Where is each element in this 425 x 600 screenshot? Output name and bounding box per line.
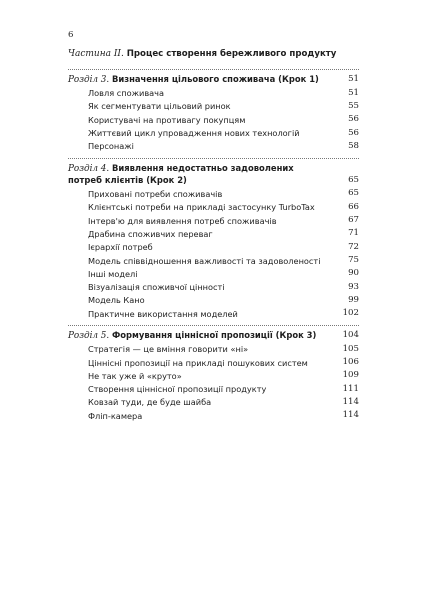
chapter-label: Розділ 4. [68, 163, 110, 174]
toc-entry[interactable] [88, 344, 359, 355]
toc-entry[interactable] [88, 384, 359, 395]
toc-entry[interactable] [88, 358, 359, 369]
toc-entry[interactable] [88, 397, 359, 408]
entry-page-number: 71 [348, 228, 359, 239]
chapter-label: Розділ 3. [68, 75, 110, 85]
part-heading [68, 48, 360, 61]
chapter-title: Визначення цільового споживача (Крок 1) [112, 74, 319, 84]
toc-section-chapter-3 [68, 69, 359, 158]
entry-title: Драбина споживчих переваг [88, 228, 213, 239]
chapter-entry[interactable] [68, 163, 359, 187]
toc-entry[interactable] [88, 371, 359, 382]
chapter-entry[interactable] [68, 330, 359, 342]
chapter-page-number: 51 [348, 74, 359, 85]
page-number: 6 [68, 30, 74, 40]
chapter-label: Розділ 5. [68, 331, 110, 342]
entry-page-number: 93 [348, 281, 359, 292]
entry-title: Інтерв'ю для виявлення потреб споживачів [88, 215, 277, 226]
entry-title: Ковзай туди, де буде шайба [88, 397, 212, 408]
entry-page-number: 90 [348, 268, 359, 279]
entry-page-number: 109 [342, 370, 359, 381]
toc-entry[interactable] [88, 101, 359, 112]
entry-title: Модель Кано [88, 295, 145, 306]
entry-title: Ловля споживача [88, 88, 165, 99]
toc-entry[interactable] [88, 229, 359, 240]
toc-entry[interactable] [88, 411, 359, 422]
toc-entry[interactable] [88, 88, 359, 99]
entry-title: Не так уже й «круто» [88, 370, 182, 381]
entry-page-number: 99 [348, 294, 359, 305]
chapter-page-number: 104 [342, 330, 359, 341]
entry-page-number: 102 [342, 308, 359, 319]
chapter-title: Виявлення недостатньо задоволених потреб клієнтів (Крок 2) [68, 162, 294, 185]
chapter-heading [68, 74, 359, 86]
entry-page-number: 114 [342, 396, 359, 407]
entry-title: Візуалізація споживчої цінності [88, 282, 225, 293]
entry-title: Модель співвідношення важливості та задоволеності [88, 255, 321, 266]
entry-title: Створення ціннісної пропозиції продукту [88, 384, 267, 395]
entry-title: Інші моделі [88, 268, 138, 279]
toc-entry[interactable] [88, 309, 359, 320]
entry-page-number: 106 [342, 356, 359, 367]
entry-page-number: 114 [342, 410, 359, 421]
entry-page-number: 51 [348, 87, 359, 98]
entry-title: Фліп-камера [88, 410, 143, 421]
entry-page-number: 65 [348, 188, 359, 199]
table-of-contents [68, 69, 359, 427]
toc-entry[interactable] [88, 282, 359, 293]
toc-entry[interactable] [88, 216, 359, 227]
entry-page-number: 75 [348, 254, 359, 265]
chapter-entry[interactable] [68, 74, 359, 86]
entry-title: Клієнтські потреби на прикладі застосунку TurboTax [88, 202, 315, 213]
chapter-page-number: 65 [348, 175, 359, 186]
toc-entry[interactable] [88, 189, 359, 200]
chapter-heading [68, 163, 359, 187]
toc-entry[interactable] [88, 202, 359, 213]
entry-page-number: 66 [348, 201, 359, 212]
toc-section-chapter-5 [68, 325, 359, 427]
entry-title: Приховані потреби споживачів [88, 188, 223, 199]
entry-page-number: 105 [342, 343, 359, 354]
toc-entry[interactable] [88, 115, 359, 126]
entry-title: Практичне використання моделей [88, 308, 238, 319]
entry-title: Ціннісні пропозиції на прикладі пошукових систем [88, 357, 308, 368]
entry-page-number: 58 [348, 140, 359, 151]
entry-title: Життєвий цикл упровадження нових технологій [88, 128, 300, 139]
toc-entry[interactable] [88, 242, 359, 253]
entry-title: Персонажі [88, 141, 134, 152]
entry-page-number: 67 [348, 215, 359, 226]
entry-page-number: 55 [348, 100, 359, 111]
part-label: Частина II. [68, 49, 124, 59]
toc-entry[interactable] [88, 295, 359, 306]
entry-page-number: 56 [348, 114, 359, 125]
entry-page-number: 72 [348, 241, 359, 252]
chapter-title: Формування ціннісної пропозиції (Крок 3) [112, 330, 317, 341]
entry-title: Стратегія — це вміння говорити «ні» [88, 344, 249, 355]
toc-section-chapter-4 [68, 158, 359, 325]
part-title: Процес створення бережливого продукту [126, 49, 337, 59]
toc-entry[interactable] [88, 128, 359, 139]
toc-entry[interactable] [88, 269, 359, 280]
entry-title: Користувачі на противагу покупцям [88, 114, 246, 125]
toc-entry[interactable] [88, 141, 359, 152]
chapter-heading [68, 330, 359, 342]
entry-page-number: 56 [348, 127, 359, 138]
entry-page-number: 111 [342, 383, 359, 394]
entry-title: Ієрархії потреб [88, 242, 153, 253]
toc-entry[interactable] [88, 256, 359, 267]
entry-title: Як сегментувати цільовий ринок [88, 101, 231, 112]
